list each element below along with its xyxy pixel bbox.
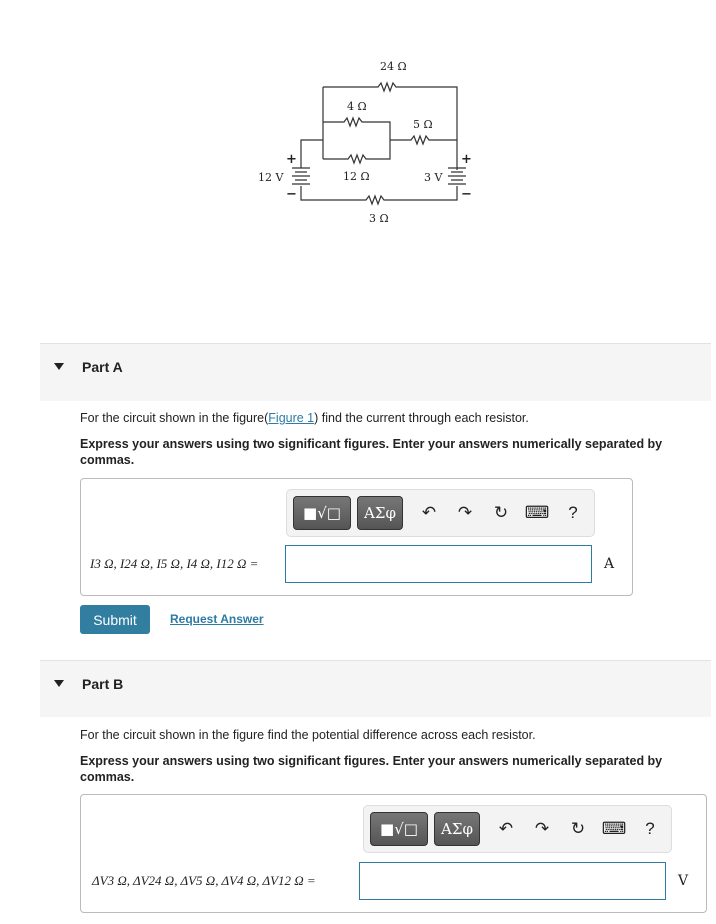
part-a-title: Part A [82,359,123,375]
part-a-header[interactable] [40,343,711,401]
part-a-answer-input[interactable] [285,545,592,583]
reset-icon[interactable]: ↻ [570,819,586,838]
question-text: For the circuit shown in the figure( [80,411,269,425]
part-b-question: For the circuit shown in the figure find the potential difference across each resistor. [80,728,536,742]
part-b-header[interactable] [40,660,711,717]
part-a-instruction: Express your answers using two significant figures. Enter your answers numerically separated by commas. [80,437,663,467]
submit-button[interactable]: Submit [80,605,150,634]
minus-left: − [286,187,297,202]
question-text: ) find the current through each resistor. [314,411,529,425]
undo-icon[interactable]: ↶ [421,503,437,522]
label-3ohm: 3 Ω [369,212,389,225]
label-4ohm: 4 Ω [347,100,367,113]
reset-icon[interactable]: ↻ [493,503,509,522]
part-b-answer-label: ΔV3 Ω, ΔV24 Ω, ΔV5 Ω, ΔV4 Ω, ΔV12 Ω = [92,873,316,888]
greek-symbols-button[interactable]: ΑΣφ [357,496,403,530]
part-a-unit: A [604,556,615,572]
redo-icon[interactable]: ↷ [534,819,550,838]
math-toolbar [286,489,595,537]
greek-symbols-button[interactable]: ΑΣφ [434,812,480,846]
undo-icon[interactable]: ↶ [498,819,514,838]
minus-right: − [461,187,472,202]
redo-icon[interactable]: ↷ [457,503,473,522]
plus-left: + [286,152,297,167]
collapse-triangle-icon[interactable] [54,680,64,687]
figure-link[interactable]: Figure 1 [268,411,315,425]
math-toolbar [363,805,672,853]
label-3v: 3 V [424,171,443,184]
templates-button[interactable]: ■√□ [370,812,428,846]
part-b-answer-input[interactable] [359,862,666,900]
label-12ohm: 12 Ω [343,170,370,183]
label-24ohm: 24 Ω [380,60,407,73]
part-b-unit: V [678,873,689,889]
part-b-title: Part B [82,676,124,692]
collapse-triangle-icon[interactable] [54,363,64,370]
help-button[interactable]: ? [568,503,578,522]
keyboard-icon[interactable]: ⌨ [601,819,627,838]
templates-button[interactable]: ■√□ [293,496,351,530]
keyboard-icon[interactable]: ⌨ [524,503,550,522]
circuit-figure [0,0,716,240]
request-answer-link[interactable]: Request Answer [170,612,264,626]
part-a-answer-label: I3 Ω, I24 Ω, I5 Ω, I4 Ω, I12 Ω = [90,556,259,571]
part-a-question [80,410,700,426]
help-button[interactable]: ? [645,819,655,838]
label-5ohm: 5 Ω [413,118,433,131]
label-12v: 12 V [258,171,284,184]
plus-right: + [461,152,472,167]
part-b-instruction: Express your answers using two significant figures. Enter your answers numerically separated by commas. [80,754,663,784]
